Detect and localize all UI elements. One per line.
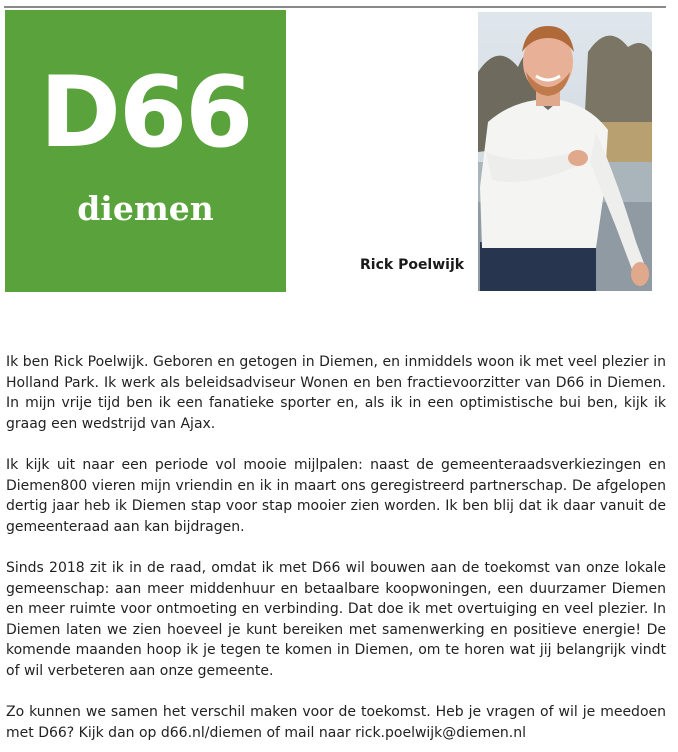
- top-rule: [4, 6, 666, 8]
- logo-diemen-text: diemen: [77, 189, 214, 228]
- paragraph-contact: Zo kunnen we samen het verschil maken voor de toekomst. Heb je vragen of wil je meedoen met D66? Kijk dan op d66.nl/diemen of mail naar rick.poelwijk@diemen.nl: [6, 704, 666, 741]
- logo-d66-text: D66: [39, 56, 252, 170]
- portrait-photo: [478, 12, 652, 291]
- portrait-illustration: [478, 12, 652, 291]
- article-body: [6, 352, 666, 743]
- paragraph-intro: Ik ben Rick Poelwijk. Geboren en getogen in Diemen, en inmiddels woon ik met veel plezier in Holland Park. Ik werk als beleidsadviseur Wonen en ben fractievoorzitter van D66 in Diemen. In mijn vrije tijd ben ik een fanatieke sporter en, als ik in een optimistische bui ben, kijk ik graag een wedstrijd van Ajax.: [6, 354, 666, 432]
- d66-diemen-logo: [5, 10, 286, 292]
- paragraph-milestones: Ik kijk uit naar een periode vol mooie mijlpalen: naast de gemeenteraadsverkiezingen en Diemen800 vieren mijn vriendin en ik in maart ons geregistreerd partnerschap. De afgelopen dertig jaar heb ik Diemen stap voor stap mooier zien worden. Ik ben blij dat ik daar vanuit de gemeenteraad aan kan bijdragen.: [6, 456, 666, 535]
- photo-caption: Rick Poelwijk: [360, 257, 465, 273]
- paragraph-council: Sinds 2018 zit ik in de raad, omdat ik met D66 wil bouwen aan de toekomst van onze lokale gemeenschap: aan meer middenhuur en betaalbare koopwoningen, een duurzamer Diemen en meer ruimte voor ontmoeting en verbinding. Dat doe ik met overtuiging en veel plezier. In Diemen laten we zien hoeveel je kunt bereiken met samenwerking en positieve energie! De komende maanden hoop ik je tegen te komen in Diemen, om te horen wat jij belangrijk vindt of wil verbeteren aan onze gemeente.: [6, 559, 666, 679]
